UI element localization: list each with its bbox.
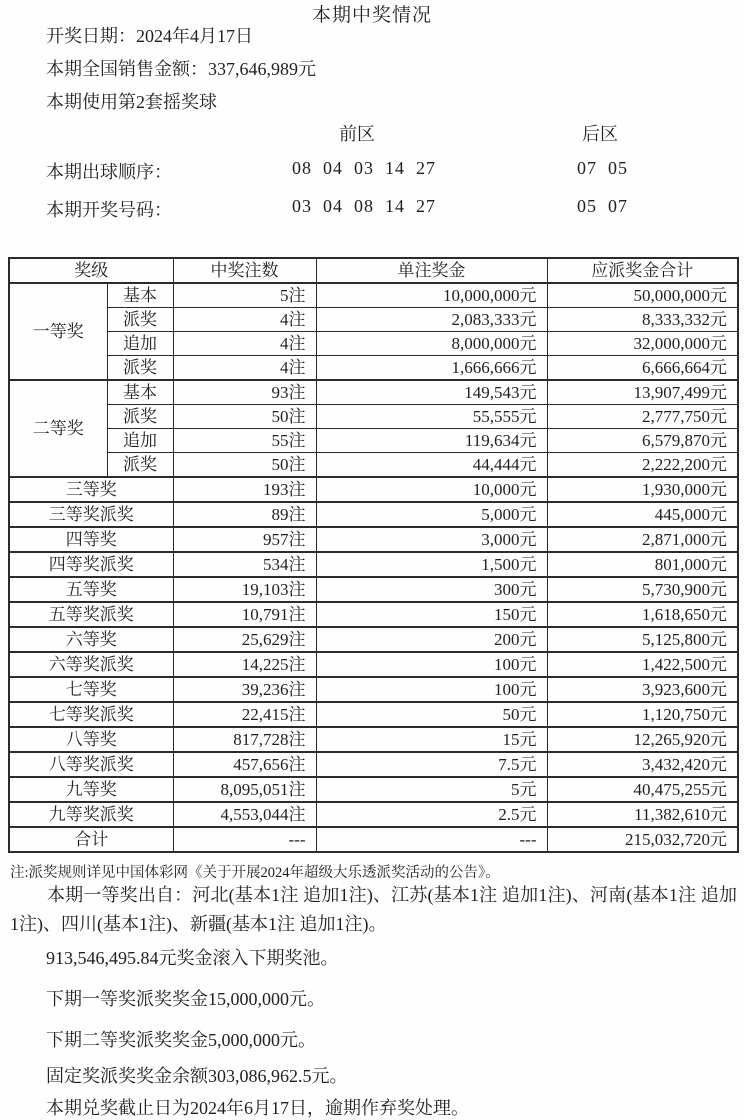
redeem-deadline: 本期兑奖截止日为2024年6月17日，逾期作弃奖处理。 xyxy=(46,1098,469,1118)
total-prize-cell: 13,907,499元 xyxy=(547,380,738,405)
winning-count-cell: 22,415注 xyxy=(173,702,316,727)
prize-level-cell: 五等奖 xyxy=(9,577,173,602)
sales-amount-line: 本期全国销售金额：337,646,989元 xyxy=(46,59,316,79)
table-row xyxy=(9,356,738,381)
winning-back-numbers: 05 07 xyxy=(577,196,628,216)
winning-count-cell: 4注 xyxy=(173,356,316,381)
next-first-prize-bonus: 下期一等奖派奖奖金15,000,000元。 xyxy=(46,989,325,1009)
next-second-prize-bonus: 下期二等奖派奖奖金5,000,000元。 xyxy=(46,1030,316,1050)
single-prize-cell: --- xyxy=(316,827,547,852)
total-prize-cell: 1,930,000元 xyxy=(547,477,738,502)
col-header-count: 中奖注数 xyxy=(173,258,316,283)
winning-count-cell: 8,095,051注 xyxy=(173,777,316,802)
single-prize-cell: 15元 xyxy=(316,727,547,752)
single-prize-cell: 150元 xyxy=(316,602,547,627)
winning-count-cell: 534注 xyxy=(173,552,316,577)
table-row xyxy=(9,552,738,577)
table-row xyxy=(9,627,738,652)
total-prize-cell: 2,777,750元 xyxy=(547,405,738,429)
single-prize-cell: 7.5元 xyxy=(316,752,547,777)
single-prize-cell: 100元 xyxy=(316,652,547,677)
winning-count-cell: 457,656注 xyxy=(173,752,316,777)
table-row xyxy=(9,777,738,802)
promo-rule-note: 注:派奖规则详见中国体彩网《关于开展2024年超级大乐透派奖活动的公告》。 xyxy=(10,865,500,881)
winning-count-cell: 50注 xyxy=(173,405,316,429)
draw-order-back-numbers: 07 05 xyxy=(577,158,628,178)
single-prize-cell: 55,555元 xyxy=(316,405,547,429)
winning-count-cell: 5注 xyxy=(173,283,316,308)
prize-level-cell: 四等奖派奖 xyxy=(9,552,173,577)
single-prize-cell: 8,000,000元 xyxy=(316,332,547,356)
prize-level-cell: 合计 xyxy=(9,827,173,852)
sub-type-cell: 派奖 xyxy=(107,453,173,478)
sub-type-cell: 追加 xyxy=(107,429,173,453)
total-prize-cell: 5,125,800元 xyxy=(547,627,738,652)
total-prize-cell: 445,000元 xyxy=(547,502,738,527)
winning-count-cell: 19,103注 xyxy=(173,577,316,602)
winning-count-cell: 25,629注 xyxy=(173,627,316,652)
winning-front-numbers: 03 04 08 14 27 xyxy=(292,196,436,216)
table-row xyxy=(9,577,738,602)
single-prize-cell: 2.5元 xyxy=(316,802,547,827)
total-prize-cell: 6,579,870元 xyxy=(547,429,738,453)
winning-count-cell: 4注 xyxy=(173,308,316,332)
table-row xyxy=(9,283,738,308)
total-prize-cell: 50,000,000元 xyxy=(547,283,738,308)
total-prize-cell: 6,666,664元 xyxy=(547,356,738,381)
winning-count-cell: 89注 xyxy=(173,502,316,527)
ball-set-line: 本期使用第2套摇奖球 xyxy=(46,92,217,112)
total-prize-cell: 2,222,200元 xyxy=(547,453,738,478)
total-prize-cell: 801,000元 xyxy=(547,552,738,577)
single-prize-cell: 300元 xyxy=(316,577,547,602)
prize-level-cell: 六等奖 xyxy=(9,627,173,652)
table-row xyxy=(9,453,738,478)
winning-count-cell: 93注 xyxy=(173,380,316,405)
table-row xyxy=(9,405,738,429)
single-prize-cell: 3,000元 xyxy=(316,527,547,552)
prize-table xyxy=(8,257,739,853)
prize-level-cell: 六等奖派奖 xyxy=(9,652,173,677)
single-prize-cell: 44,444元 xyxy=(316,453,547,478)
single-prize-cell: 100元 xyxy=(316,677,547,702)
total-prize-cell: 3,923,600元 xyxy=(547,677,738,702)
prize-level-cell: 七等奖 xyxy=(9,677,173,702)
total-prize-cell: 1,120,750元 xyxy=(547,702,738,727)
front-zone-label: 前区 xyxy=(339,124,375,144)
winning-count-cell: 50注 xyxy=(173,453,316,478)
total-prize-cell: 1,422,500元 xyxy=(547,652,738,677)
table-row xyxy=(9,477,738,502)
prize-level-cell: 三等奖 xyxy=(9,477,173,502)
back-zone-label: 后区 xyxy=(582,124,618,144)
winning-count-cell: 193注 xyxy=(173,477,316,502)
col-header-level: 奖级 xyxy=(9,258,173,283)
sub-type-cell: 基本 xyxy=(107,380,173,405)
table-row xyxy=(9,802,738,827)
total-prize-cell: 40,475,255元 xyxy=(547,777,738,802)
table-total-row xyxy=(9,827,738,852)
winning-count-cell: 39,236注 xyxy=(173,677,316,702)
table-row xyxy=(9,527,738,552)
single-prize-cell: 10,000,000元 xyxy=(316,283,547,308)
draw-order-label: 本期出球顺序： xyxy=(46,162,172,182)
winning-count-cell: 4,553,044注 xyxy=(173,802,316,827)
table-row xyxy=(9,702,738,727)
total-prize-cell: 215,032,720元 xyxy=(547,827,738,852)
single-prize-cell: 10,000元 xyxy=(316,477,547,502)
winning-count-cell: 10,791注 xyxy=(173,602,316,627)
total-prize-cell: 11,382,610元 xyxy=(547,802,738,827)
total-prize-cell: 2,871,000元 xyxy=(547,527,738,552)
table-row xyxy=(9,429,738,453)
table-row xyxy=(9,308,738,332)
prize-level-cell: 九等奖 xyxy=(9,777,173,802)
total-prize-cell: 3,432,420元 xyxy=(547,752,738,777)
prize-level-cell: 三等奖派奖 xyxy=(9,502,173,527)
prize-level-cell: 七等奖派奖 xyxy=(9,702,173,727)
table-row xyxy=(9,752,738,777)
table-row xyxy=(9,602,738,627)
col-header-total-prize: 应派奖金合计 xyxy=(547,258,738,283)
prize-level-cell: 二等奖 xyxy=(9,380,107,477)
winning-count-cell: 14,225注 xyxy=(173,652,316,677)
single-prize-cell: 200元 xyxy=(316,627,547,652)
single-prize-cell: 149,543元 xyxy=(316,380,547,405)
prize-level-cell: 一等奖 xyxy=(9,283,107,380)
table-row xyxy=(9,677,738,702)
fixed-prize-balance: 固定奖派奖奖金余额303,086,962.5元。 xyxy=(46,1066,348,1086)
single-prize-cell: 5,000元 xyxy=(316,502,547,527)
draw-order-front-numbers: 08 04 03 14 27 xyxy=(292,158,436,178)
total-prize-cell: 32,000,000元 xyxy=(547,332,738,356)
table-row xyxy=(9,652,738,677)
single-prize-cell: 5元 xyxy=(316,777,547,802)
prize-table-title: 本期中奖情况 xyxy=(311,5,432,26)
table-row xyxy=(9,502,738,527)
total-prize-cell: 12,265,920元 xyxy=(547,727,738,752)
sub-type-cell: 追加 xyxy=(107,332,173,356)
prize-level-cell: 五等奖派奖 xyxy=(9,602,173,627)
table-row xyxy=(9,332,738,356)
winning-count-cell: 55注 xyxy=(173,429,316,453)
prize-level-cell: 九等奖派奖 xyxy=(9,802,173,827)
prize-level-cell: 八等奖 xyxy=(9,727,173,752)
single-prize-cell: 1,500元 xyxy=(316,552,547,577)
total-prize-cell: 1,618,650元 xyxy=(547,602,738,627)
prize-level-cell: 四等奖 xyxy=(9,527,173,552)
winning-count-cell: 817,728注 xyxy=(173,727,316,752)
winning-numbers-label: 本期开奖号码： xyxy=(46,200,172,220)
sub-type-cell: 派奖 xyxy=(107,356,173,381)
table-header-row xyxy=(9,258,738,283)
sub-type-cell: 派奖 xyxy=(107,405,173,429)
first-prize-provinces: 本期一等奖出自：河北(基本1注 追加1注)、江苏(基本1注 追加1注)、河南(基本1注 追加1注)、四川(基本1注)、新疆(基本1注 追加1注)。 xyxy=(10,885,737,934)
rollover-amount: 913,546,495.84元奖金滚入下期奖池。 xyxy=(46,948,339,968)
sub-type-cell: 基本 xyxy=(107,283,173,308)
single-prize-cell: 2,083,333元 xyxy=(316,308,547,332)
prize-level-cell: 八等奖派奖 xyxy=(9,752,173,777)
col-header-single-prize: 单注奖金 xyxy=(316,258,547,283)
winning-count-cell: 4注 xyxy=(173,332,316,356)
table-row xyxy=(9,380,738,405)
table-row xyxy=(9,727,738,752)
single-prize-cell: 1,666,666元 xyxy=(316,356,547,381)
winning-count-cell: --- xyxy=(173,827,316,852)
total-prize-cell: 8,333,332元 xyxy=(547,308,738,332)
total-prize-cell: 5,730,900元 xyxy=(547,577,738,602)
winning-count-cell: 957注 xyxy=(173,527,316,552)
single-prize-cell: 50元 xyxy=(316,702,547,727)
draw-date-line: 开奖日期：2024年4月17日 xyxy=(46,26,253,46)
single-prize-cell: 119,634元 xyxy=(316,429,547,453)
sub-type-cell: 派奖 xyxy=(107,308,173,332)
